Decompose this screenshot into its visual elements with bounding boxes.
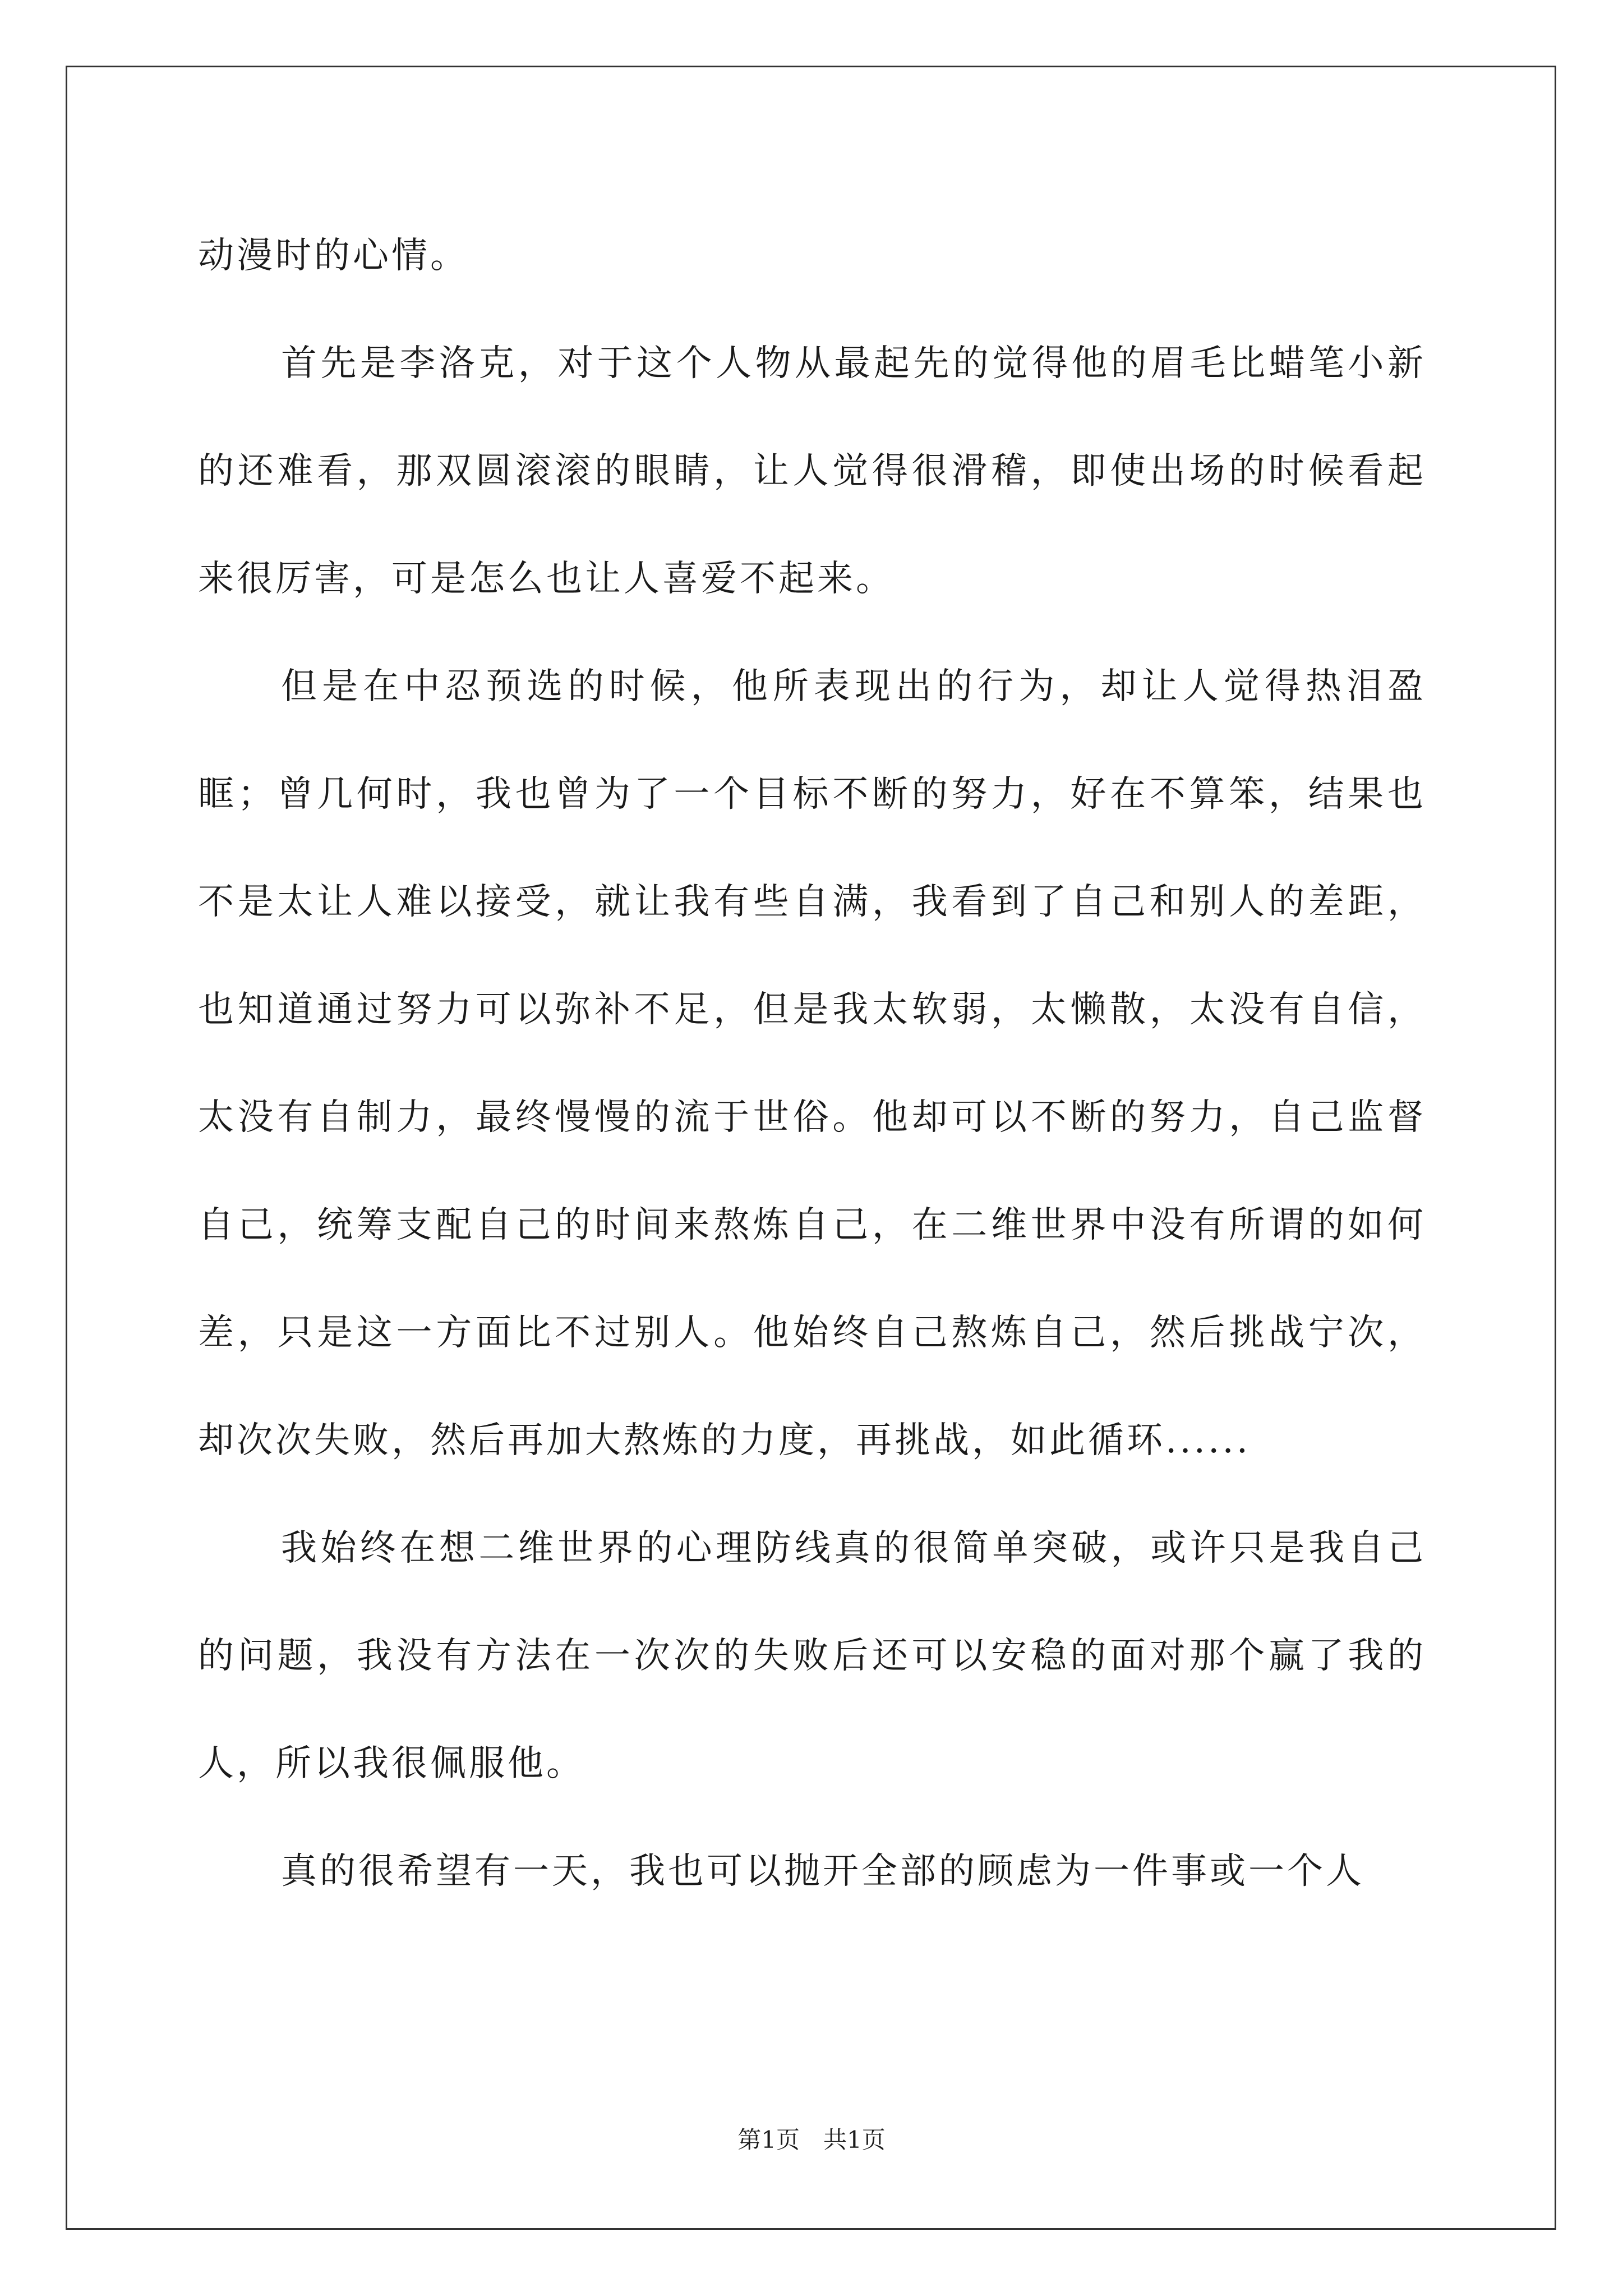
paragraph-2: 首先是李洛克，对于这个人物从最起先的觉得他的眉毛比蜡笔小新的还难看，那双圆滚滚的眼睛，让人觉得很滑稽，即使出场的时候看起来很厉害，可是怎么也让人喜爱不起来。: [198, 343, 1426, 600]
paragraph-1: 动漫时的心情。: [198, 235, 469, 277]
page-number-footer: 第1页 共1页: [737, 2126, 886, 2154]
paragraph-4: 我始终在想二维世界的心理防线真的很简单突破，或许只是我自己的问题，我没有方法在一次次的失败后还可以安稳的面对那个赢了我的人，所以我很佩服他。: [198, 1527, 1426, 1784]
paragraph-5: 真的很希望有一天，我也可以抛开全部的顾虑为一件事或一个人: [281, 1851, 1364, 1892]
paragraph-3: 但是在中忍预选的时候，他所表现出的行为，却让人觉得热泪盈眶；曾几何时，我也曾为了一个目标不断的努力，好在不算笨，结果也不是太让人难以接受，就让我有些自满，我看到了自己和别人的差距，也知道通过努力可以弥补不足，但是我太软弱，太懒散，太没有自信，太没有自制力，最终慢慢的流于世俗。他却可以不断的努力，自己监督自己，统筹支配自己的时间来熬炼自己，在二维世界中没有所谓的如何差，只是这一方面比不过别人。他始终自己熬炼自己，然后挑战宁次，却次次失败，然后再加大熬炼的力度，再挑战，如此循环......: [198, 666, 1426, 1461]
document-body: [198, 202, 1426, 1925]
